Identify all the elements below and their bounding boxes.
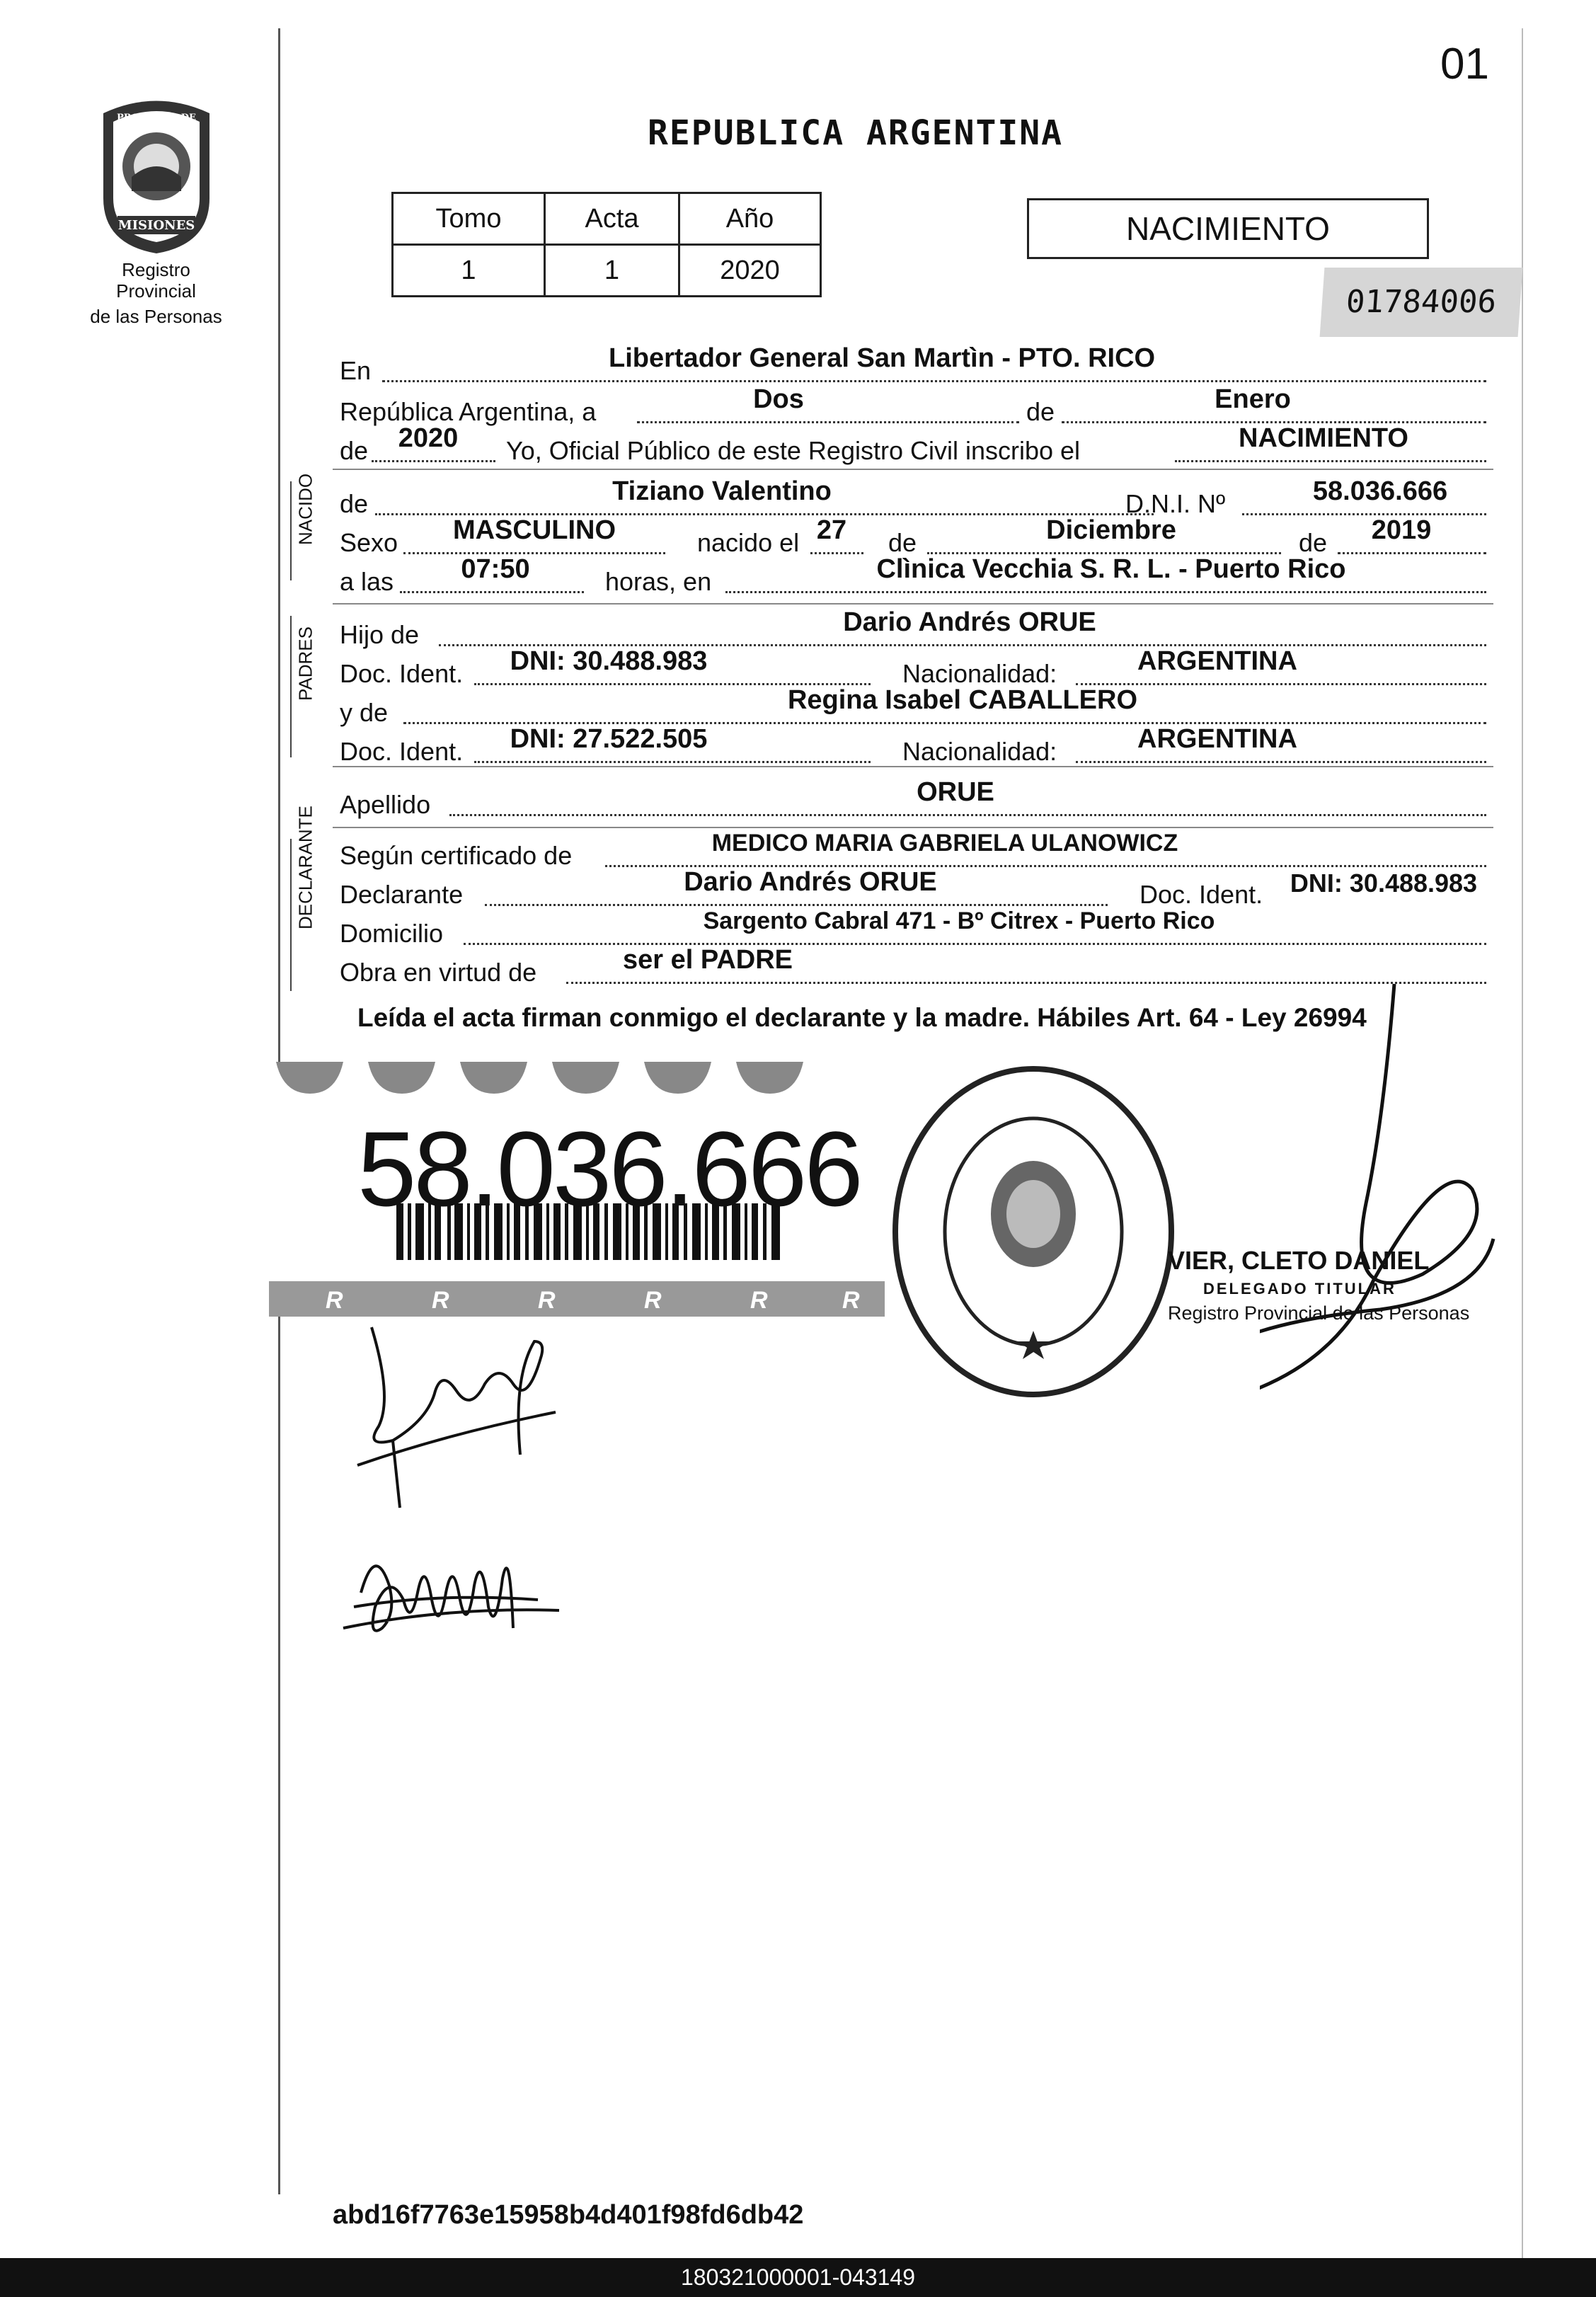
row-hora [340,554,1493,597]
label-en: En [340,356,372,385]
value-anio: 2020 [679,245,821,297]
value-padre: Dario Andrés ORUE [843,607,1096,637]
label-doc-ident-declarante: Doc. Ident. [1139,880,1263,909]
label-republica: República Argentina, a [340,397,597,426]
value-certificado: MEDICO MARIA GABRIELA ULANOWICZ [711,830,1178,857]
label-nacionalidad-madre: Nacionalidad: [902,737,1057,766]
value-obra: ser el PADRE [622,945,793,975]
closing-note: Leída el acta firman conmigo el declarante y la madre. Hábiles Art. 64 - Ley 26994 [357,1003,1367,1032]
label-segun-cert: Según certificado de [340,841,573,870]
label-yo-oficial: Yo, Oficial Público de este Registro Civil inscribo el [506,436,1081,465]
value-apellido: ORUE [917,777,994,807]
value-anio: 2020 [398,423,459,453]
value-mes: Enero [1215,384,1291,414]
value-lugar: Libertador General San Martìn - PTO. RICO [609,343,1156,373]
mother-signature [340,1529,566,1649]
divider-2 [333,603,1493,605]
value-declarante-doc: DNI: 30.488.983 [1290,869,1478,898]
officer-role: DELEGADO TITULAR [1203,1280,1396,1298]
document-title: REPUBLICA ARGENTINA [648,113,1064,153]
label-domicilio: Domicilio [340,919,444,948]
row-certificado [340,830,1493,871]
value-declarante: Dario Andrés ORUE [684,867,937,897]
label-dni: D.N.I. Nº [1125,489,1226,518]
divider-4 [333,827,1493,828]
value-madre: Regina Isabel CABALLERO [787,685,1138,715]
label-doc-ident-padre: Doc. Ident. [340,659,464,688]
row-sexo [340,515,1493,558]
section-declarante: DECLARANTE [290,839,320,991]
label-hijo-de: Hijo de [340,620,420,649]
value-sexo: MASCULINO [452,515,616,545]
label-de-nac-anio: de [1299,528,1328,557]
value-nombre: Tiziano Valentino [612,476,832,506]
svg-text:PROVINCIA DE: PROVINCIA DE [116,113,196,123]
row-nombre [340,476,1493,519]
svg-text:R: R [538,1287,556,1314]
row-madre-doc [340,724,1493,767]
label-de-nombre: de [340,489,369,518]
divider-1 [333,469,1493,470]
logo-caption-2: de las Personas [90,306,222,327]
value-nac-mes: Diciembre [1046,515,1176,545]
record-type-box: NACIMIENTO [1027,198,1429,259]
header-anio: Año [679,193,821,245]
officer-org: Registro Provincial de las Personas [1168,1302,1470,1324]
province-seal-icon [89,92,224,255]
registry-logo [84,92,229,327]
svg-text:R: R [842,1287,860,1314]
value-acta: 1 [545,245,679,297]
officer-name: VIER, CLETO DANIEL [1168,1246,1430,1275]
row-en [340,343,1493,386]
header-tomo: Tomo [393,193,545,245]
svg-text:R: R [750,1287,768,1314]
value-acto: NACIMIENTO [1239,423,1408,453]
value-madre-nac: ARGENTINA [1137,724,1297,754]
label-declarante: Declarante [340,880,464,909]
value-padre-nac: ARGENTINA [1137,646,1297,676]
label-horas-en: horas, en [605,567,712,596]
row-padre [340,607,1493,650]
label-nacido-el: nacido el [697,528,800,557]
svg-text:R: R [644,1287,662,1314]
svg-text:R: R [432,1287,449,1314]
label-obra-virtud: Obra en virtud de [340,958,537,987]
declarant-signature [350,1313,570,1511]
sticker-dni-number: 58.036.666 [357,1109,861,1228]
value-dia: Dos [753,384,804,414]
row-domicilio [340,907,1493,949]
label-doc-ident-madre: Doc. Ident. [340,737,464,766]
registry-stamp-seal [885,1062,1182,1402]
label-sexo: Sexo [340,528,398,557]
value-padre-doc: DNI: 30.488.983 [510,646,708,676]
label-y-de: y de [340,698,389,727]
record-table [391,192,822,297]
row-declarante [340,867,1493,910]
section-nacido: NACIDO [290,481,320,580]
officer-signature [1260,977,1515,1444]
value-tomo: 1 [393,245,545,297]
value-nac-dia: 27 [816,515,847,545]
label-de-mes: de [1026,397,1055,426]
label-a-las: a las [340,567,394,596]
value-madre-doc: DNI: 27.522.505 [510,724,708,754]
serial-stamp: 01784006 [1320,268,1523,337]
value-nac-anio: 2019 [1371,515,1432,545]
logo-caption-1: Registro Provincial [116,259,196,302]
row-padre-doc [340,646,1493,689]
row-republica [340,384,1493,427]
divider-3 [333,766,1493,767]
value-dni: 58.036.666 [1312,476,1448,506]
header-acta: Acta [545,193,679,245]
label-de-nac-mes: de [888,528,917,557]
svg-text:MISIONES: MISIONES [117,218,195,233]
section-padres: PADRES [290,616,320,757]
svg-text:R: R [326,1287,343,1314]
row-madre [340,685,1493,728]
value-hora: 07:50 [461,554,530,584]
page-number: 01 [1440,40,1489,88]
value-lugar-nac: Clìnica Vecchia S. R. L. - Puerto Rico [876,554,1346,584]
right-margin-line [1522,28,1523,2265]
label-nacionalidad-padre: Nacionalidad: [902,659,1057,688]
row-apellido [340,777,1493,820]
row-yo-oficial [340,423,1493,466]
label-de-anio: de [340,436,369,465]
document-hash: abd16f7763e15958b4d401f98fd6db42 [333,2200,804,2230]
value-domicilio: Sargento Cabral 471 - Bº Citrex - Puerto Rico [703,907,1215,934]
footer-code: 180321000001-043149 [0,2258,1596,2297]
label-apellido: Apellido [340,790,431,819]
